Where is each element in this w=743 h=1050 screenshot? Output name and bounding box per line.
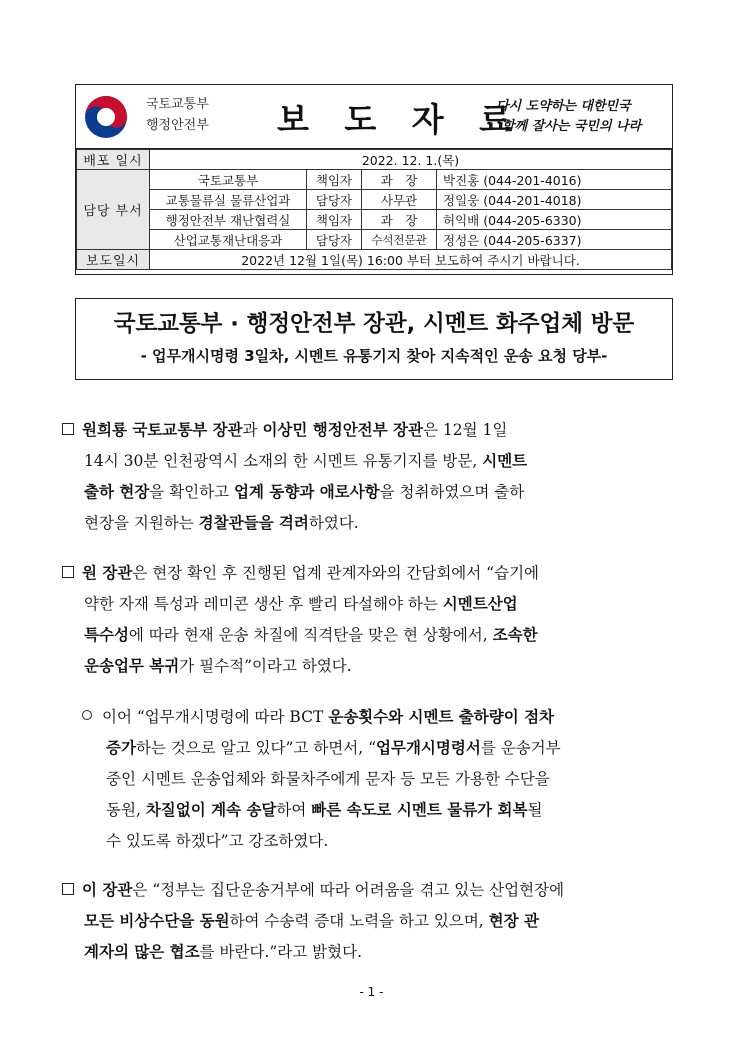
distribution-label: 배포 일시 xyxy=(77,150,150,170)
ministry-name: 행정안전부 xyxy=(146,118,209,133)
headline-title: 국토교통부 · 행정안전부 장관, 시멘트 화주업체 방문 xyxy=(113,311,635,337)
press-release-header xyxy=(75,84,673,275)
text: 가 필수적”이라고 하였다. xyxy=(179,657,352,675)
paragraph-line xyxy=(62,589,682,620)
release-info-table xyxy=(76,149,672,270)
paragraph-line xyxy=(62,826,682,857)
emphasis: 조속한 xyxy=(492,626,538,644)
text: 를 운송거부 xyxy=(480,739,561,757)
contact-person: 정일웅 (044-201-4018) xyxy=(437,190,672,210)
paragraph-4 xyxy=(62,875,682,968)
square-bullet-icon xyxy=(62,566,74,578)
slogan-line: 다시 도약하는 대한민국 xyxy=(496,99,631,114)
text: 수 있도록 하겠다”고 강조하였다. xyxy=(106,832,329,850)
square-bullet-icon xyxy=(62,883,74,895)
emphasis: 빠른 속도로 시멘트 물류가 회복 xyxy=(311,801,528,819)
paragraph-line xyxy=(62,764,682,795)
contact-dept: 교통물류실 물류산업과 xyxy=(150,190,307,210)
report-label: 보도일시 xyxy=(77,250,150,270)
ministry-names xyxy=(146,94,209,136)
emphasis: 업계 동향과 애로사항 xyxy=(234,483,380,501)
paragraph-3 xyxy=(62,702,682,857)
headline-box xyxy=(75,298,673,380)
distribution-date: 2022. 12. 1.(목) xyxy=(150,150,672,170)
paragraph-line xyxy=(62,795,682,826)
contact-row xyxy=(77,170,672,190)
text: 현장을 지원하는 xyxy=(84,514,199,532)
paragraph-line xyxy=(62,620,682,651)
contact-position: 수석전문관 xyxy=(362,230,437,250)
text: 중인 시멘트 운송업체와 화물차주에게 문자 등 모든 가용한 수단을 xyxy=(106,770,550,788)
text: 에 따라 현재 운송 차질에 직격탄을 맞은 현 상황에서, xyxy=(128,626,493,644)
text: 될 xyxy=(527,801,543,819)
page-number: - 1 - xyxy=(359,985,384,999)
paragraph-line xyxy=(62,415,682,446)
contact-person: 박진홍 (044-201-4016) xyxy=(437,170,672,190)
text: 하였다. xyxy=(308,514,359,532)
contact-dept: 행정안전부 재난협력실 xyxy=(150,210,307,230)
text: 동원, xyxy=(106,801,146,819)
contact-role: 담당자 xyxy=(307,190,362,210)
paragraph-line xyxy=(62,733,682,764)
emphasis: 시멘트산업 xyxy=(442,595,518,613)
paragraph-line xyxy=(62,477,682,508)
text: 하여 수송력 증대 노력을 하고 있으며, xyxy=(229,912,489,930)
emphasis: 이상민 행정안전부 장관 xyxy=(262,421,423,439)
contact-dept: 국토교통부 xyxy=(150,170,307,190)
slogan-line: 함께 잘사는 국민의 나라 xyxy=(502,119,642,134)
paragraph-line xyxy=(62,558,682,589)
emphasis: 원희룡 국토교통부 장관 xyxy=(82,421,243,439)
text: 를 바란다.”라고 밝혔다. xyxy=(199,943,362,961)
text: 하는 것으로 알고 있다”고 하면서, “ xyxy=(135,739,377,757)
contact-role: 담당자 xyxy=(307,230,362,250)
text: 이어 “업무개시명령에 따라 BCT xyxy=(102,708,329,726)
text: 은 “정부는 집단운송거부에 따라 어려움을 겪고 있는 산업현장에 xyxy=(132,881,565,899)
headline-subtitle: - 업무개시명령 3일차, 시멘트 유통기지 찾아 지속적인 운송 요청 당부- xyxy=(140,347,608,365)
text: 약한 자재 특성과 레미콘 생산 후 빨리 타설해야 하는 xyxy=(84,595,443,613)
text: 을 확인하고 xyxy=(149,483,235,501)
contact-dept: 산업교통재난대응과 xyxy=(150,230,307,250)
contact-person: 허익배 (044-205-6330) xyxy=(437,210,672,230)
emphasis: 모든 비상수단을 동원 xyxy=(84,912,230,930)
text: 과 xyxy=(242,421,263,439)
emphasis: 운송횟수와 시멘트 출하량이 점차 xyxy=(328,708,555,726)
emphasis: 원 장관 xyxy=(82,564,133,582)
text: 은 12월 1일 xyxy=(422,421,508,439)
contact-person: 정성은 (044-205-6337) xyxy=(437,230,672,250)
paragraph-line xyxy=(62,906,682,937)
text: 하여 xyxy=(276,801,312,819)
dept-label: 담당 부서 xyxy=(77,170,150,250)
emphasis: 특수성 xyxy=(84,626,129,644)
distribution-row xyxy=(77,150,672,170)
government-slogan xyxy=(496,97,641,137)
paragraph-line xyxy=(62,702,682,733)
emphasis: 시멘트 xyxy=(482,452,528,470)
emphasis: 계자의 많은 협조 xyxy=(84,943,200,961)
contact-row xyxy=(77,190,672,210)
paragraph-line xyxy=(62,446,682,477)
circle-bullet-icon xyxy=(82,710,92,720)
emphasis: 차질없이 계속 송달 xyxy=(145,801,277,819)
emphasis: 이 장관 xyxy=(82,881,133,899)
ministry-name: 국토교통부 xyxy=(146,97,209,112)
contact-role: 책임자 xyxy=(307,210,362,230)
emphasis: 출하 현장 xyxy=(84,483,150,501)
page-title: 보 도 자 료 xyxy=(277,100,523,139)
emphasis: 현장 관 xyxy=(488,912,539,930)
text: 은 현장 확인 후 진행된 업계 관계자와의 간담회에서 “습기에 xyxy=(132,564,540,582)
report-time-row xyxy=(77,250,672,270)
contact-row xyxy=(77,210,672,230)
text: 을 청취하였으며 출하 xyxy=(379,483,525,501)
report-time: 2022년 12월 1일(목) 16:00 부터 보도하여 주시기 바랍니다. xyxy=(150,250,672,270)
contact-row xyxy=(77,230,672,250)
emphasis: 경찰관들을 격려 xyxy=(198,514,309,532)
square-bullet-icon xyxy=(62,423,74,435)
emphasis: 업무개시명령서 xyxy=(376,739,481,757)
contact-position: 과 장 xyxy=(362,210,437,230)
paragraph-line xyxy=(62,651,682,682)
paragraph-line xyxy=(62,875,682,906)
paragraph-2 xyxy=(62,558,682,682)
emphasis: 증가 xyxy=(106,739,136,757)
paragraph-line xyxy=(62,937,682,968)
header-top xyxy=(76,85,672,149)
text: 14시 30분 인천광역시 소재의 한 시멘트 유통기지를 방문, xyxy=(84,452,483,470)
paragraph-line xyxy=(62,508,682,539)
emphasis: 운송업무 복귀 xyxy=(84,657,180,675)
paragraph-1 xyxy=(62,415,682,539)
contact-role: 책임자 xyxy=(307,170,362,190)
taegeuk-emblem-icon xyxy=(84,95,128,139)
contact-position: 과 장 xyxy=(362,170,437,190)
contact-position: 사무관 xyxy=(362,190,437,210)
